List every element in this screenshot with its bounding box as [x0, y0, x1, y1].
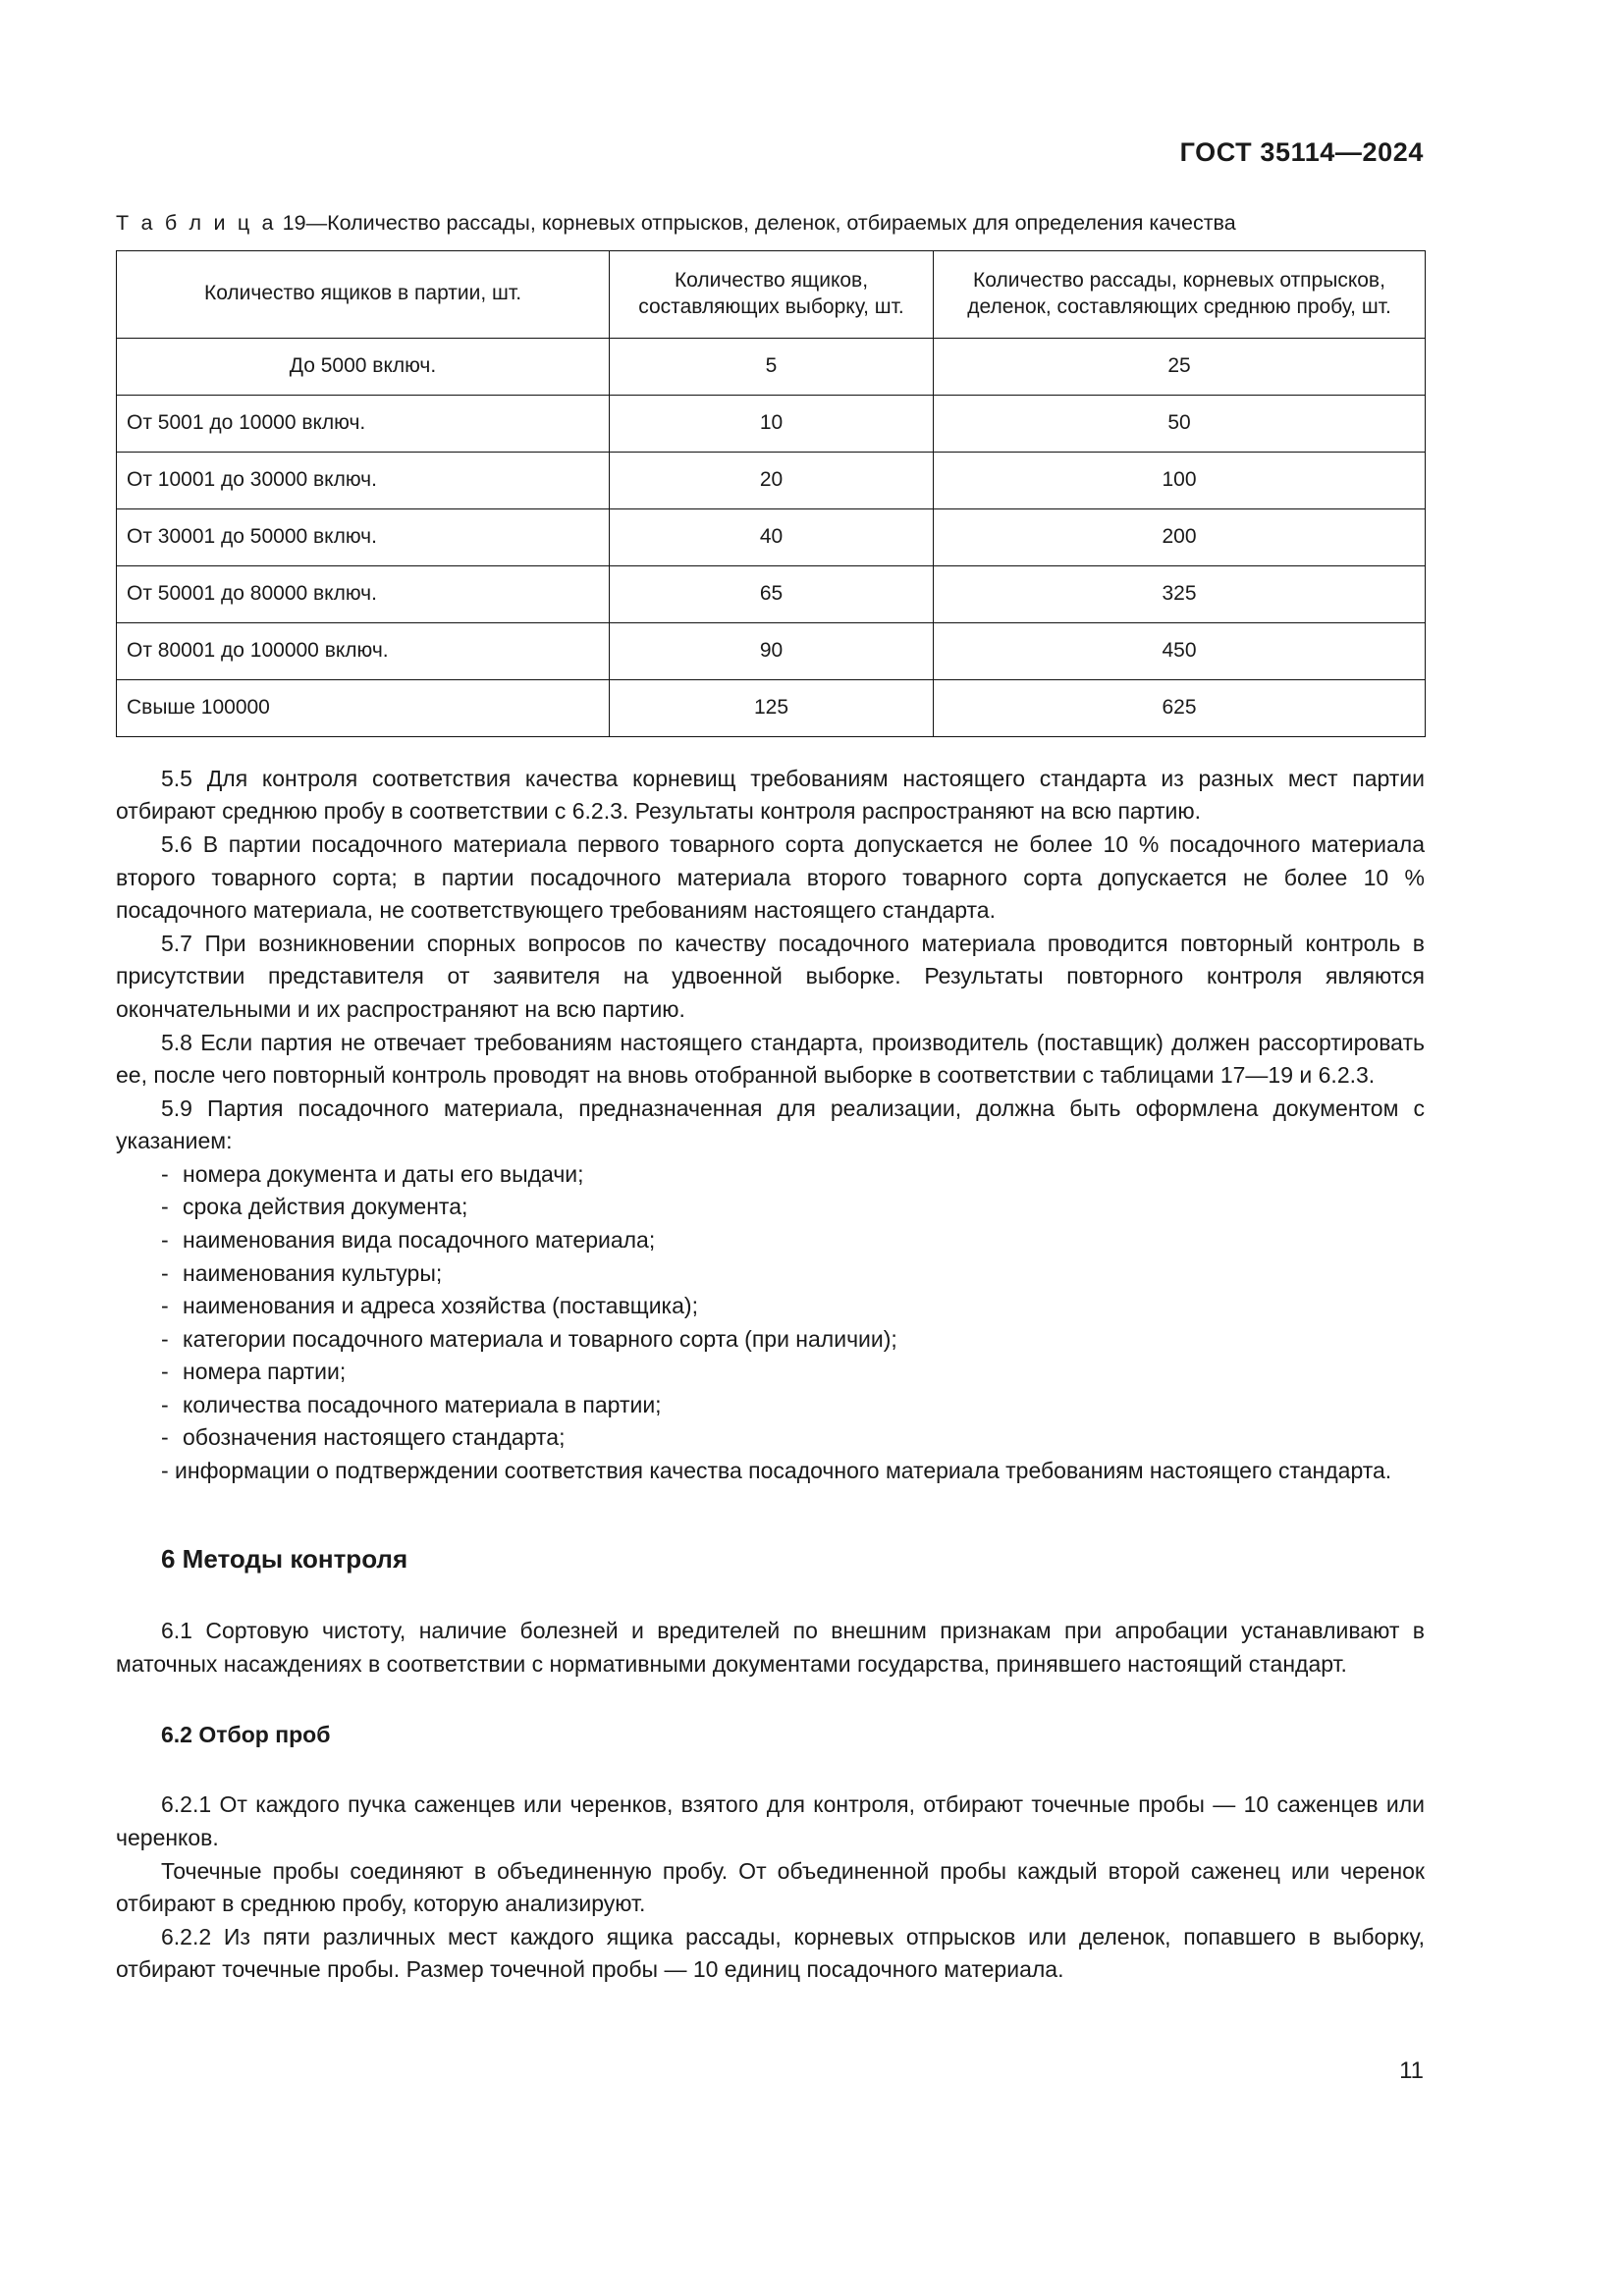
- table-body: [117, 338, 1426, 736]
- list-item-label: наименования вида посадочного материала;: [183, 1226, 656, 1253]
- list-item: [116, 1421, 1425, 1455]
- section-6-2-heading: 6.2 Отбор проб: [161, 1721, 331, 1747]
- page-content: [116, 210, 1425, 1987]
- table-caption: [116, 210, 1425, 237]
- table-row: [117, 508, 1426, 565]
- list-item-label: - информации о подтверждении соответствия качества посадочного материала требованиям настоящего стандарта.: [161, 1458, 1392, 1484]
- list-dash: -: [161, 1325, 169, 1352]
- clause-6-2-1: 6.2.1 От каждого пучка саженцев или черенков, взятого для контроля, отбирают точечные пробы — 10 саженцев или черенков.: [116, 1791, 1425, 1851]
- column-header-average-sample-line2: деленок, составляющих среднюю пробу, шт.: [967, 294, 1391, 318]
- list-dash: -: [161, 1391, 169, 1417]
- table-19: [116, 250, 1426, 737]
- table-caption-number: 19: [282, 211, 306, 235]
- list-item-label: срока действия документа;: [183, 1194, 468, 1220]
- list-item-label: категории посадочного материала и товарного сорта (при наличии);: [183, 1325, 897, 1352]
- cell-lot-size: От 30001 до 50000 включ.: [117, 508, 610, 565]
- table-row: [117, 395, 1426, 452]
- table-caption-text: Количество рассады, корневых отпрысков, деленок, отбираемых для определения качества: [327, 211, 1236, 235]
- spacer-after-section-6-heading: [116, 1575, 1425, 1615]
- column-header-sample-boxes: [610, 250, 934, 338]
- column-header-average-sample: [934, 250, 1426, 338]
- list-item: [116, 1224, 1425, 1257]
- clause-5-7: 5.7 При возникновении спорных вопросов по качеству посадочного материала проводится повторный контроль в присутствии представителя от заявителя на удвоенной выборке. Результаты повторного контроля являются окончательными и их распространяют на всю партию.: [116, 930, 1425, 1022]
- clause-5-5: 5.5 Для контроля соответствия качества корневищ требованиям настоящего стандарта из разных мест партии отбирают среднюю пробу в соответствии с 6.2.3. Результаты контроля распространяют на всю партию.: [116, 765, 1425, 825]
- column-header-sample-boxes-line1: Количество ящиков,: [674, 268, 869, 292]
- spacer-after-6-2-heading: [116, 1749, 1425, 1789]
- table-row: [117, 338, 1426, 395]
- list-item: [116, 1257, 1425, 1291]
- list-dash: -: [161, 1160, 169, 1187]
- cell-average-sample: 25: [934, 338, 1426, 395]
- cell-sample-boxes: 10: [610, 395, 934, 452]
- table-row: [117, 565, 1426, 622]
- list-item-label: количества посадочного материала в партии;: [183, 1391, 662, 1417]
- spacer-before-section-6: [116, 1488, 1425, 1543]
- cell-lot-size: От 10001 до 30000 включ.: [117, 452, 610, 508]
- clause-5-9: 5.9 Партия посадочного материала, предназначенная для реализации, должна быть оформлена документом с указанием:: [116, 1095, 1425, 1154]
- cell-lot-size: От 80001 до 100000 включ.: [117, 622, 610, 679]
- cell-average-sample: 450: [934, 622, 1426, 679]
- list-item: [116, 1356, 1425, 1389]
- cell-lot-size: От 50001 до 80000 включ.: [117, 565, 610, 622]
- clause-5-8: 5.8 Если партия не отвечает требованиям настоящего стандарта, производитель (поставщик) должен рассортировать ее, после чего повторный контроль проводят на вновь отобранной выборке в соответствии с таблицами 17—19 и 6.2.3.: [116, 1029, 1425, 1089]
- spacer-before-6-2: [116, 1682, 1425, 1721]
- list-dash: -: [161, 1259, 169, 1286]
- list-item: [116, 1290, 1425, 1323]
- list-dash: -: [161, 1226, 169, 1253]
- list-item-label: наименования культуры;: [183, 1259, 443, 1286]
- cell-sample-boxes: 40: [610, 508, 934, 565]
- list-dash: -: [161, 1194, 169, 1220]
- cell-lot-size: Свыше 100000: [117, 679, 610, 736]
- clause-5-9-list: [116, 1158, 1425, 1488]
- cell-sample-boxes: 90: [610, 622, 934, 679]
- table-header: [117, 250, 1426, 338]
- cell-average-sample: 625: [934, 679, 1426, 736]
- clause-6-1: 6.1 Сортовую чистоту, наличие болезней и вредителей по внешним признакам при апробации устанавливают в маточных насаждениях в соответствии с нормативными документами государства, принявшего настоящий стандарт.: [116, 1618, 1425, 1677]
- list-item: [116, 1158, 1425, 1192]
- column-header-sample-boxes-line2: составляющих выборку, шт.: [638, 294, 904, 318]
- cell-lot-size: От 5001 до 10000 включ.: [117, 395, 610, 452]
- cell-sample-boxes: 125: [610, 679, 934, 736]
- clause-5-6: 5.6 В партии посадочного материала первого товарного сорта допускается не более 10 % посадочного материала второго товарного сорта; в партии посадочного материала второго товарного сорта допускается не более 10 % посадочного материала, не соответствующего требованиям настоящего стандарта.: [116, 831, 1425, 924]
- section-6-heading: 6 Методы контроля: [161, 1543, 408, 1574]
- cell-average-sample: 100: [934, 452, 1426, 508]
- cell-sample-boxes: 65: [610, 565, 934, 622]
- column-header-average-sample-line1: Количество рассады, корневых отпрысков,: [973, 268, 1385, 292]
- cell-average-sample: 50: [934, 395, 1426, 452]
- cell-average-sample: 325: [934, 565, 1426, 622]
- list-item: [116, 1389, 1425, 1422]
- running-header-standard-number: ГОСТ 35114—2024: [1179, 137, 1424, 167]
- list-dash: -: [161, 1424, 169, 1451]
- list-item: [116, 1323, 1425, 1357]
- cell-sample-boxes: 20: [610, 452, 934, 508]
- list-item-label: номера партии;: [183, 1359, 347, 1385]
- clause-6-2-2: 6.2.2 Из пяти различных мест каждого ящика рассады, корневых отпрысков или деленок, попавшего в выборку, отбирают точечные пробы. Размер точечной пробы — 10 единиц посадочного материала.: [116, 1923, 1425, 1983]
- clause-6-2-1-continuation: Точечные пробы соединяют в объединенную пробу. От объединенной пробы каждый второй саженец или черенок отбирают в среднюю пробу, которую анализируют.: [116, 1857, 1425, 1917]
- list-item-last: [116, 1455, 1425, 1488]
- table-caption-dash: —: [305, 211, 328, 235]
- cell-average-sample: 200: [934, 508, 1426, 565]
- table-caption-prefix: Т а б л и ц а: [116, 211, 277, 235]
- list-dash: -: [161, 1293, 169, 1319]
- cell-lot-size: До 5000 включ.: [117, 338, 610, 395]
- page-number: 11: [1399, 2057, 1424, 2084]
- list-item-label: обозначения настоящего стандарта;: [183, 1424, 566, 1451]
- column-header-lot-size: [117, 250, 610, 338]
- list-item-label: наименования и адреса хозяйства (поставщика);: [183, 1293, 698, 1319]
- list-dash: -: [161, 1359, 169, 1385]
- cell-sample-boxes: 5: [610, 338, 934, 395]
- table-row: [117, 679, 1426, 736]
- list-item-label: номера документа и даты его выдачи;: [183, 1160, 584, 1187]
- table-row: [117, 452, 1426, 508]
- table-row: [117, 622, 1426, 679]
- column-header-lot-size-line1: Количество ящиков в партии, шт.: [203, 282, 522, 305]
- table-header-row: [117, 250, 1426, 338]
- list-item: [116, 1191, 1425, 1224]
